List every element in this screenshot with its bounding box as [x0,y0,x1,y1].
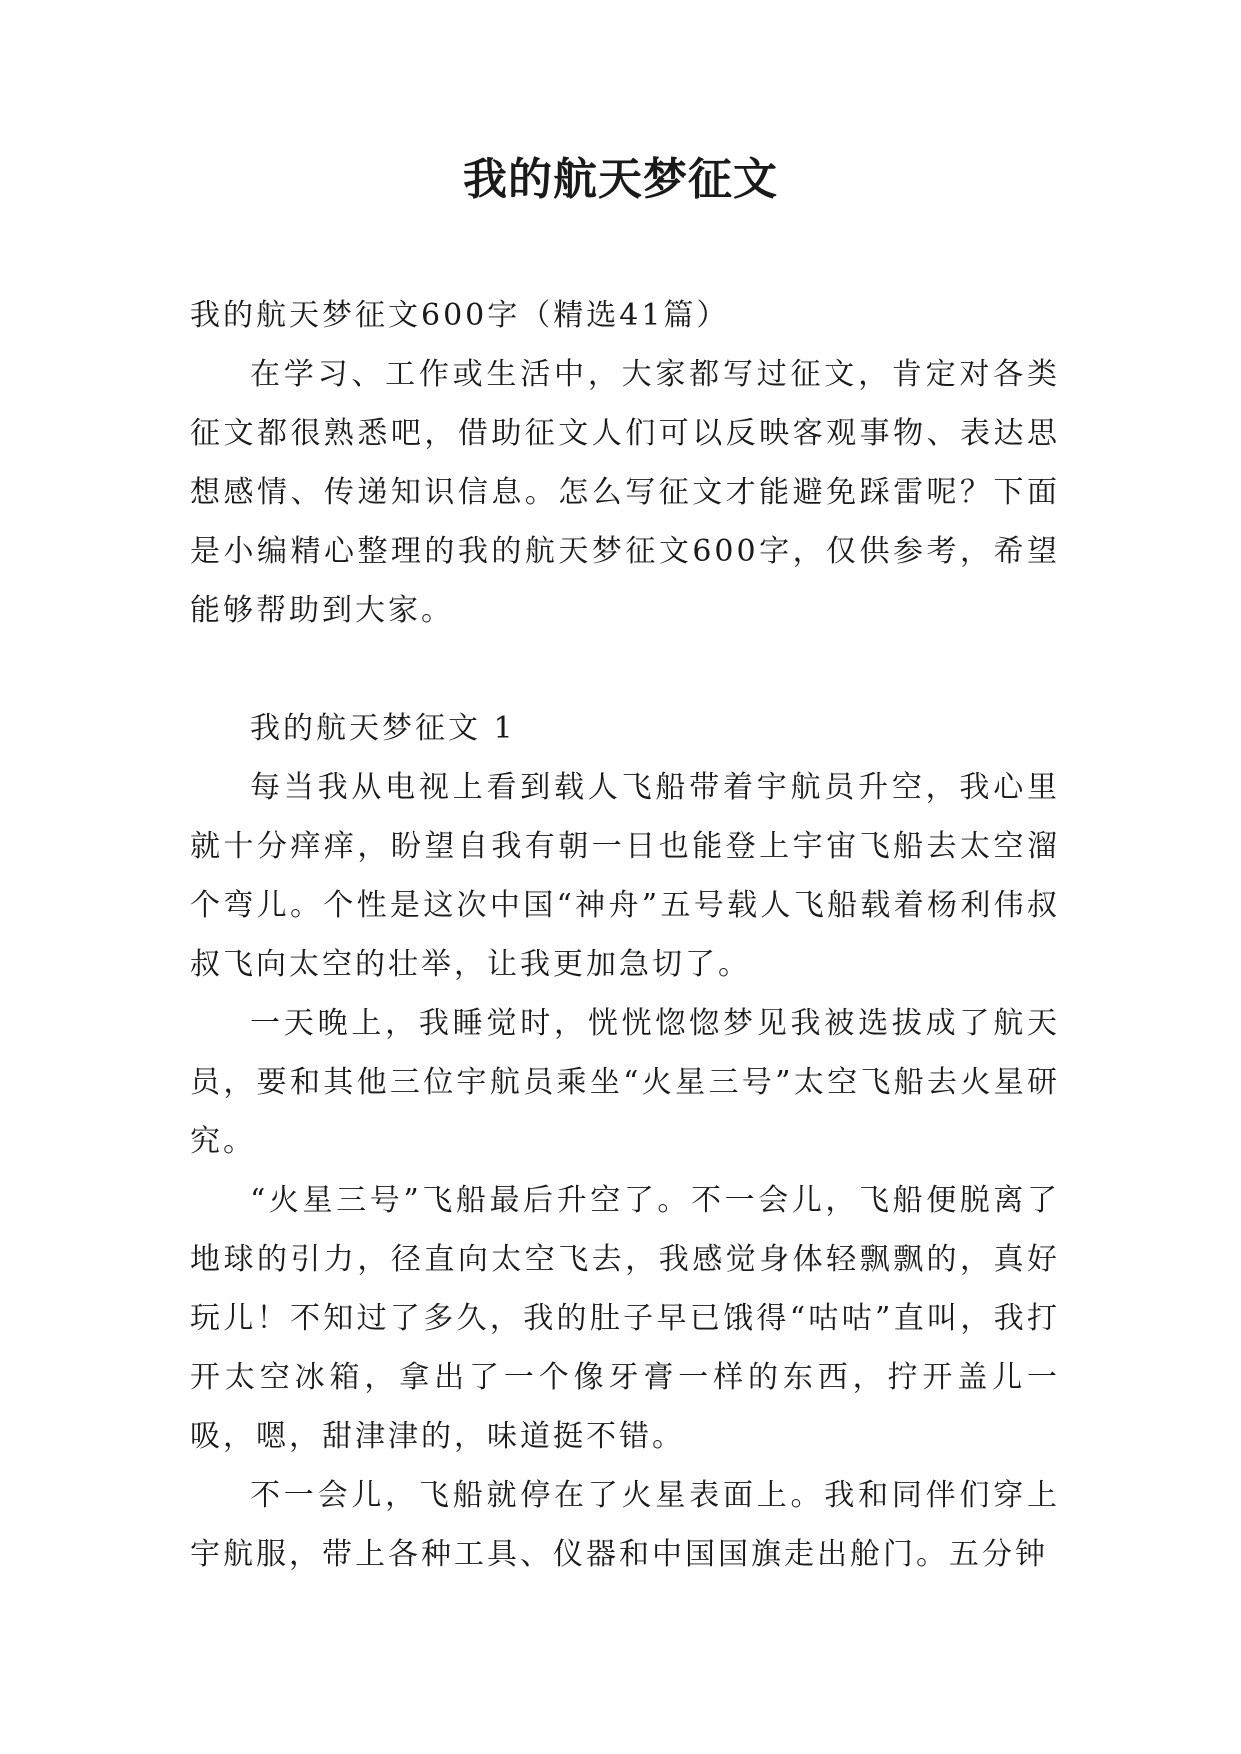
document-title: 我的航天梦征文 [463,154,778,205]
body-paragraph: 每当我从电视上看到载人飞船带着宇航员升空，我心里就十分痒痒，盼望自我有朝一日也能登上宇宙飞船去太空溜个弯儿。个性是这次中国“神舟”五号载人飞船载着杨利伟叔叔飞向太空的壮举，让我更加急切了。 [190,770,1060,982]
intro-paragraph: 在学习、工作或生活中，大家都写过征文，肯定对各类征文都很熟悉吧，借助征文人们可以反映客观事物、表达思想感情、传递知识信息。怎么写征文才能避免踩雷呢？下面是小编精心整理的我的航天梦征文600字，仅供参考，希望能够帮助到大家。 [190,357,1060,628]
paragraph-gap [190,640,1060,699]
document-body [190,286,1060,1584]
body-paragraph: “火星三号”飞船最后升空了。不一会儿，飞船便脱离了地球的引力，径直向太空飞去，我感觉身体轻飘飘的，真好玩儿！不知过了多久，我的肚子早已饿得“咕咕”直叫，我打开太空冰箱，拿出了一个像牙膏一样的东西，拧开盖儿一吸，嗯，甜津津的，味道挺不错。 [190,1183,1060,1454]
body-paragraph: 一天晚上，我睡觉时，恍恍惚惚梦见我被选拔成了航天员，要和其他三位宇航员乘坐“火星三号”太空飞船去火星研究。 [190,1006,1060,1159]
document-subtitle: 我的航天梦征文600字（精选41篇） [190,298,730,333]
section-heading: 我的航天梦征文 1 [250,711,516,746]
body-paragraph: 不一会儿，飞船就停在了火星表面上。我和同伴们穿上宇航服，带上各种工具、仪器和中国国旗走出舱门。五分钟 [190,1478,1060,1572]
